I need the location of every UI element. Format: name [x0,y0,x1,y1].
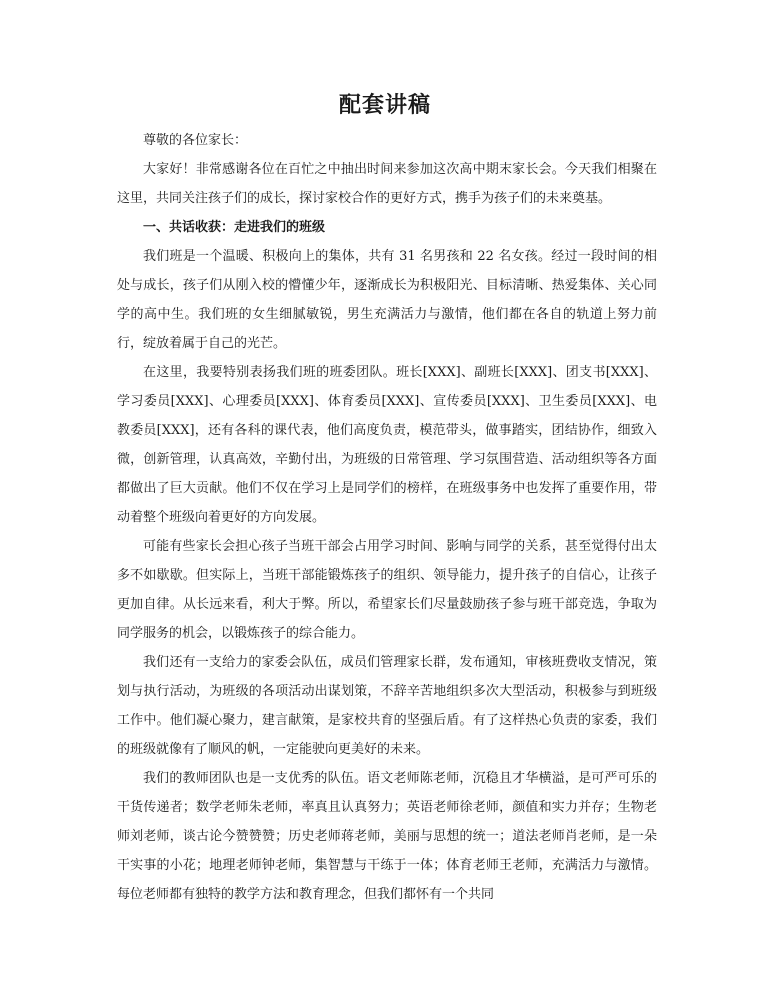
document-body [117,126,657,909]
paragraph-intro: 大家好！非常感谢各位在百忙之中抽出时间来参加这次高中期末家长会。今天我们相聚在这里，共同关注孩子们的成长，探讨家校合作的更好方式，携手为孩子们的未来奠基。 [117,162,657,206]
paragraph-class-overview: 我们班是一个温暖、积极向上的集体，共有 31 名男孩和 22 名女孩。经过一段时间的相处与成长，孩子们从刚入校的懵懂少年，逐渐成长为积极阳光、目标清晰、热爱集体、关心同学的高中生。我们班的女生细腻敏锐，男生充满活力与激情，他们都在各自的轨道上努力前行，绽放着属于自己的光芒。 [117,249,657,351]
section-heading: 一、共话收获：走进我们的班级 [143,220,326,235]
greeting: 尊敬的各位家长： [143,133,248,148]
paragraph-teacher-team: 我们的教师团队也是一支优秀的队伍。语文老师陈老师，沉稳且才华横溢，是可严可乐的干货传递者；数学老师朱老师，率真且认真努力；英语老师徐老师，颜值和实力并存；生物老师刘老师，谈古论今赞赞赞；历史老师蒋老师，美丽与思想的统一；道法老师肖老师，是一朵干实事的小花；地理老师钟老师，集智慧与干练于一体；体育老师王老师，充满活力与激情。每位老师都有独特的教学方法和教育理念，但我们都怀有一个共同 [117,771,657,902]
page-title: 配套讲稿 [338,92,431,118]
paragraph-class-committee: 在这里，我要特别表扬我们班的班委团队。班长[XXX]、副班长[XXX]、团支书[XXX]、学习委员[XXX]、心理委员[XXX]、体育委员[XXX]、宣传委员[XXX]、卫生委员[XXX]、电教委员[XXX]，还有各科的课代表，他们高度负责，模范带头，做事踏实，团结协作，细致入微，创新管理，认真高效，辛勤付出，为班级的日常管理、学习氛围营造、活动组织等各方面都做出了巨大贡献。他们不仅在学习上是同学们的榜样，在班级事务中也发挥了重要作用，带动着整个班级向着更好的方向发展。 [117,365,657,525]
paragraph-parent-committee: 我们还有一支给力的家委会队伍，成员们管理家长群，发布通知，审核班费收支情况，策划与执行活动，为班级的各项活动出谋划策，不辞辛苦地组织多次大型活动，积极参与到班级工作中。他们凝心聚力，建言献策，是家校共育的坚强后盾。有了这样热心负责的家委，我们的班级就像有了顺风的帆，一定能驶向更美好的未来。 [117,655,657,757]
paragraph-parent-concerns: 可能有些家长会担心孩子当班干部会占用学习时间、影响与同学的关系，甚至觉得付出太多不如歇歇。但实际上，当班干部能锻炼孩子的组织、领导能力，提升孩子的自信心，让孩子更加自律。从长远来看，利大于弊。所以，希望家长们尽量鼓励孩子参与班干部竞选，争取为同学服务的机会，以锻炼孩子的综合能力。 [117,539,657,641]
